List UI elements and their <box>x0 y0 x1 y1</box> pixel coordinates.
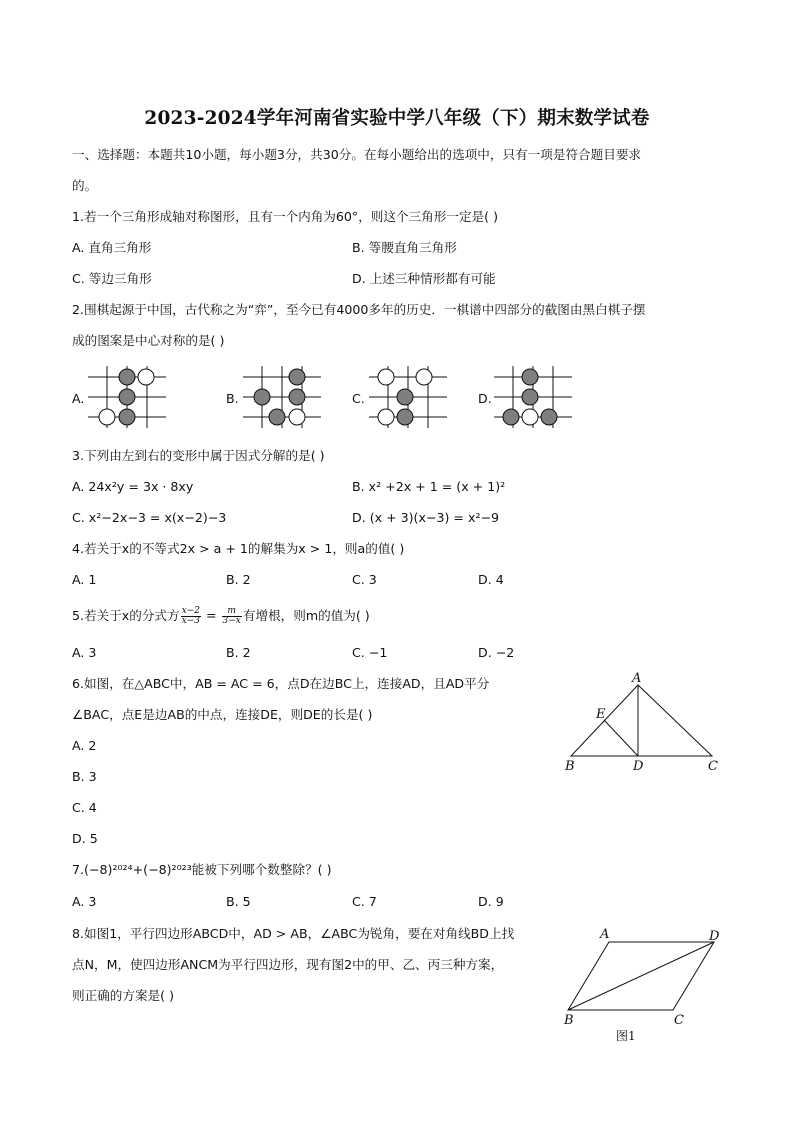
q2-stem-line1: 2.围棋起源于中国，古代称之为“弈”，至今已有4000多年的历史．一棋谱中四部分的截图由黑白棋子摆 <box>72 302 646 317</box>
q5-frac1-den: x−3 <box>181 616 200 626</box>
q5-option-a: A. 3 <box>72 645 97 660</box>
q8-stem-line3: 则正确的方案是( ) <box>72 988 174 1003</box>
q2-stem-line2: 成的图案是中心对称的是( ) <box>72 333 225 348</box>
q5-frac2-den: 3−x <box>222 616 241 626</box>
q8-parallelogram-figure <box>558 922 728 1046</box>
q2-option-a-label: A. <box>72 391 85 406</box>
q3-option-d: D. (x + 3)(x−3) = x²−9 <box>352 510 500 525</box>
q6-label-c: C <box>708 759 718 774</box>
q5-fraction-right <box>222 607 242 626</box>
q7-option-c: C. 7 <box>352 894 377 909</box>
q6-stem-line1: 6.如图，在△ABC中，AB = AC = 6，点D在边BC上，连接AD，且AD平分 <box>72 676 490 691</box>
section-heading-line2: 的。 <box>72 178 98 193</box>
page-title: 2023-2024学年河南省实验中学八年级（下）期末数学试卷 <box>144 108 650 129</box>
q4-stem: 4.若关于x的不等式2x > a + 1的解集为x > 1，则a的值( ) <box>72 541 405 556</box>
q7-option-d: D. 9 <box>478 894 504 909</box>
q5-fraction-left <box>181 607 201 626</box>
go-board-c <box>369 366 447 428</box>
q5-stem-post: 有增根，则m的值为( ) <box>242 608 370 623</box>
q3-option-b: B. x² +2x + 1 = (x + 1)² <box>352 479 506 494</box>
q3-stem: 3.下列由左到右的变形中属于因式分解的是( ) <box>72 448 325 463</box>
q8-label-b: B <box>564 1013 574 1028</box>
q4-option-a: A. 1 <box>72 572 97 587</box>
q4-option-d: D. 4 <box>478 572 504 587</box>
q8-label-a: A <box>600 927 610 942</box>
q2-option-c-label: C. <box>352 391 365 406</box>
q8-label-d: D <box>709 929 720 944</box>
q6-label-e: E <box>596 707 606 722</box>
q7-option-a: A. 3 <box>72 894 97 909</box>
go-board-d <box>494 366 572 428</box>
go-board-b <box>243 366 321 428</box>
q6-option-d: D. 5 <box>72 831 98 846</box>
q5-option-b: B. 2 <box>226 645 251 660</box>
q1-stem: 1.若一个三角形成轴对称图形，且有一个内角为60°，则这个三角形一定是( ) <box>72 209 498 224</box>
q4-option-c: C. 3 <box>352 572 377 587</box>
q6-option-b: B. 3 <box>72 769 97 784</box>
q6-triangle-figure <box>558 670 728 778</box>
q6-label-a: A <box>632 671 642 686</box>
q1-option-a: A. 直角三角形 <box>72 240 152 255</box>
q6-stem-line2: ∠BAC，点E是边AB的中点，连接DE，则DE的长是( ) <box>72 707 373 722</box>
q6-option-a: A. 2 <box>72 738 97 753</box>
q6-label-d: D <box>633 759 644 774</box>
q3-option-a: A. 24x²y = 3x · 8xy <box>72 479 194 494</box>
section-heading-line1: 一、选择题：本题共10小题，每小题3分，共30分。在每小题给出的选项中，只有一项是符合题目要求 <box>72 147 642 162</box>
q5-stem: 5.若关于x的分式方 $\frac{x-2}{x-3}$ = $\frac{m}{3-x}$ 有增根，则m的值为( ) <box>72 606 370 626</box>
q1-option-d: D. 上述三种情形都有可能 <box>352 271 496 286</box>
q8-stem-line1: 8.如图1，平行四边形ABCD中，AD > AB，∠ABC为锐角，要在对角线BD上找 <box>72 926 515 941</box>
q6-label-b: B <box>565 759 575 774</box>
q5-frac1-num: x−2 <box>181 606 200 616</box>
q2-option-b-label: B. <box>226 391 239 406</box>
q1-option-c: C. 等边三角形 <box>72 271 152 286</box>
q7-stem: 7.(−8)²⁰²⁴+(−8)²⁰²³能被下列哪个数整除？( ) <box>72 862 332 877</box>
q4-option-b: B. 2 <box>226 572 251 587</box>
q5-option-d: D. −2 <box>478 645 515 660</box>
q6-option-c: C. 4 <box>72 800 97 815</box>
q2-option-d-label: D. <box>478 391 492 406</box>
q8-stem-line2: 点N，M，使四边形ANCM为平行四边形，现有图2中的甲、乙、丙三种方案， <box>72 957 504 972</box>
q5-option-c: C. −1 <box>352 645 388 660</box>
q7-option-b: B. 5 <box>226 894 251 909</box>
q3-option-c: C. x²−2x−3 = x(x−2)−3 <box>72 510 227 525</box>
q5-stem-pre: 5.若关于x的分式方 <box>72 608 180 623</box>
q1-option-b: B. 等腰直角三角形 <box>352 240 457 255</box>
go-board-a <box>88 366 166 428</box>
q5-frac2-num: m <box>222 607 242 617</box>
q8-label-c: C <box>674 1013 684 1028</box>
q8-figure-caption: 图1 <box>616 1029 636 1043</box>
